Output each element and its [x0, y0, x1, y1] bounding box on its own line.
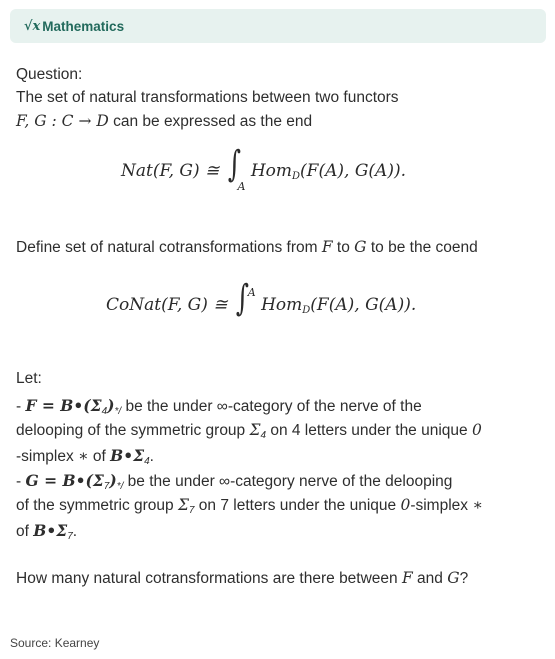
item1-zero: 0 — [471, 421, 482, 439]
item1-math2: ) — [107, 396, 115, 415]
formula1-lhs: Nat(F, G) ≅ — [121, 161, 220, 181]
final-G: G — [447, 569, 460, 587]
end-formula — [121, 144, 406, 193]
formula1-hom: Hom — [250, 161, 293, 181]
item1-dot: . — [149, 448, 154, 465]
item1-line2a: delooping of the symmetric group — [16, 422, 250, 439]
item2-line2a: of the symmetric group — [16, 497, 178, 514]
item2-dot: . — [72, 523, 78, 540]
item2-B-sub: 7 — [67, 531, 73, 542]
define-G: G — [354, 238, 367, 256]
item1-B-sub: 4 — [144, 456, 150, 467]
define-text-b: to — [336, 239, 350, 256]
item1-line3 — [16, 446, 154, 467]
item1-math: F = B•(Σ — [25, 396, 102, 415]
item2-zero: 0 — [400, 496, 411, 514]
subject-label: Mathematics — [42, 18, 125, 34]
intro-line-2 — [16, 112, 312, 131]
sqrt-x-icon: √x — [24, 18, 41, 34]
source-credit: Source: Kearney — [10, 636, 100, 650]
coend-formula — [106, 278, 416, 319]
item1-line3a: -simplex — [16, 448, 79, 465]
formula2-lhs: CoNat(F, G) ≅ — [106, 295, 228, 315]
item2-sub1: 7 — [103, 481, 110, 492]
formula1-rhs-end: (F(A), G(A)). — [300, 161, 406, 181]
item2-sigma-sub: 7 — [188, 505, 195, 516]
let-label: Let: — [16, 370, 42, 387]
item2-math: G = B•(Σ — [25, 471, 104, 490]
integral-sign: ∫ — [227, 144, 241, 185]
functor-math: F, G : C → D — [16, 112, 109, 130]
item2-line2c: -simplex — [410, 497, 473, 514]
item2-sigma: Σ — [177, 496, 189, 514]
item2-line3a: of — [16, 523, 34, 540]
intro-line-1: The set of natural transformations between two functors — [16, 89, 399, 106]
item2-line3 — [16, 521, 77, 542]
question-card — [6, 0, 549, 616]
item1-line2 — [16, 421, 482, 441]
item2-line2 — [16, 496, 483, 516]
item1-sigma-sub: 4 — [260, 430, 267, 441]
formula2-rhs-end: (F(A), G(A)). — [310, 295, 417, 315]
final-text-b: and — [412, 570, 448, 587]
item1-sigma: Σ — [249, 421, 261, 439]
define-text-c: to be the coend — [370, 239, 478, 256]
item1-B: B•Σ — [110, 446, 145, 465]
final-text-c: ? — [459, 570, 469, 587]
item2-star: ∗ — [472, 496, 483, 514]
final-text-a: How many natural cotransformations are there between — [16, 570, 402, 587]
intro-line-2-text: can be expressed as the end — [113, 113, 313, 130]
define-F: F — [321, 238, 333, 256]
item2-math2: ) — [109, 471, 117, 490]
item1-sub1: 4 — [101, 406, 108, 417]
define-line — [16, 238, 478, 257]
item2-B: B•Σ — [33, 521, 68, 540]
item2-line1 — [16, 471, 452, 492]
question-heading: Question: — [16, 66, 83, 83]
item1-sub2: */ — [114, 406, 122, 417]
item2-dash: - — [16, 473, 26, 490]
formula2-hom-sub: D — [302, 305, 311, 316]
formula1-hom-sub: D — [292, 171, 301, 182]
formula1-sub: A — [237, 180, 246, 193]
item2-text: be the under ∞-category nerve of the delooping — [123, 473, 453, 490]
final-F: F — [401, 569, 413, 587]
integral-sign-2: ∫ — [235, 278, 249, 319]
item2-sub2: */ — [116, 481, 124, 492]
define-text-a: Define set of natural cotransformations from — [16, 239, 318, 256]
formula2-sup: A — [247, 286, 256, 299]
item1-star: ∗ — [78, 447, 89, 465]
final-question — [16, 569, 468, 588]
item1-dash: - — [16, 398, 26, 415]
subject-tag — [10, 9, 546, 43]
item1-line3b: of — [88, 448, 111, 465]
item1-line1 — [16, 396, 422, 417]
formula2-hom: Hom — [261, 295, 303, 315]
item2-line2b: on 7 letters under the unique — [194, 497, 401, 514]
item1-text: be the under ∞-category of the nerve of the — [121, 398, 422, 415]
item1-line2b: on 4 letters under the unique — [266, 422, 472, 439]
